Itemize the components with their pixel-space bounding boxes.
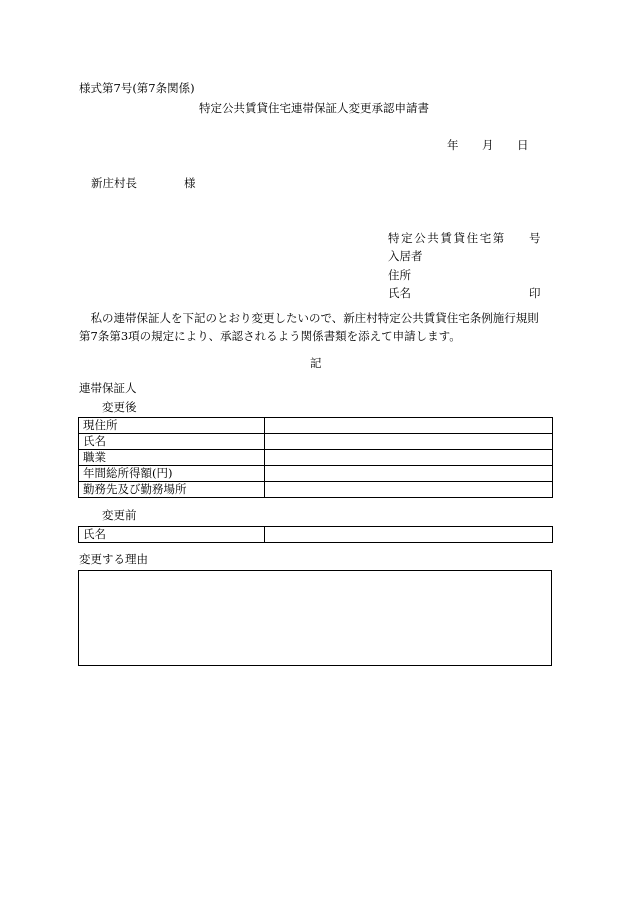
name-label: 氏名 <box>388 286 411 300</box>
after-heading: 変更後 <box>102 400 137 414</box>
document-title: 特定公共賃貸住宅連帯保証人変更承認申請書 <box>199 101 429 115</box>
housing-number-prefix: 特定公共賃貸住宅第 <box>388 231 506 245</box>
addressee-honorific: 様 <box>184 176 196 190</box>
reason-box[interactable] <box>78 570 552 666</box>
row-label: 氏名 <box>79 527 265 543</box>
guarantor-heading: 連帯保証人 <box>79 381 137 395</box>
form-number: 様式第7号(第7条関係) <box>79 81 195 95</box>
table-row <box>79 450 553 466</box>
table-row <box>79 527 553 543</box>
row-label: 氏名 <box>79 434 265 450</box>
table-row <box>79 418 553 434</box>
row-value[interactable] <box>265 418 553 434</box>
date-month-label: 月 <box>482 138 494 152</box>
row-label: 年間総所得額(円) <box>79 466 265 482</box>
date-day-label: 日 <box>517 138 529 152</box>
before-heading: 変更前 <box>102 508 137 522</box>
row-value[interactable] <box>265 450 553 466</box>
reason-heading: 変更する理由 <box>79 552 148 566</box>
seal-label: 印 <box>529 286 541 300</box>
table-row <box>79 434 553 450</box>
row-label: 勤務先及び勤務場所 <box>79 482 265 498</box>
ki-heading: 記 <box>310 356 322 370</box>
address-label: 住所 <box>388 268 411 282</box>
row-value[interactable] <box>265 482 553 498</box>
table-row <box>79 466 553 482</box>
row-value[interactable] <box>265 434 553 450</box>
row-label: 現住所 <box>79 418 265 434</box>
after-table <box>78 417 553 498</box>
body-line-1: 私の連帯保証人を下記のとおり変更したいので、新庄村特定公共賃貸住宅条例施行規則 <box>79 311 539 325</box>
table-row <box>79 482 553 498</box>
housing-number-suffix: 号 <box>529 231 541 245</box>
row-value[interactable] <box>265 466 553 482</box>
addressee-name: 新庄村長 <box>91 176 137 190</box>
row-value[interactable] <box>265 527 553 543</box>
row-label: 職業 <box>79 450 265 466</box>
resident-label: 入居者 <box>388 249 423 263</box>
before-table <box>78 526 553 543</box>
date-year-label: 年 <box>447 138 459 152</box>
body-line-2: 第7条第3項の規定により、承認されるよう関係書類を添えて申請します。 <box>79 329 461 343</box>
